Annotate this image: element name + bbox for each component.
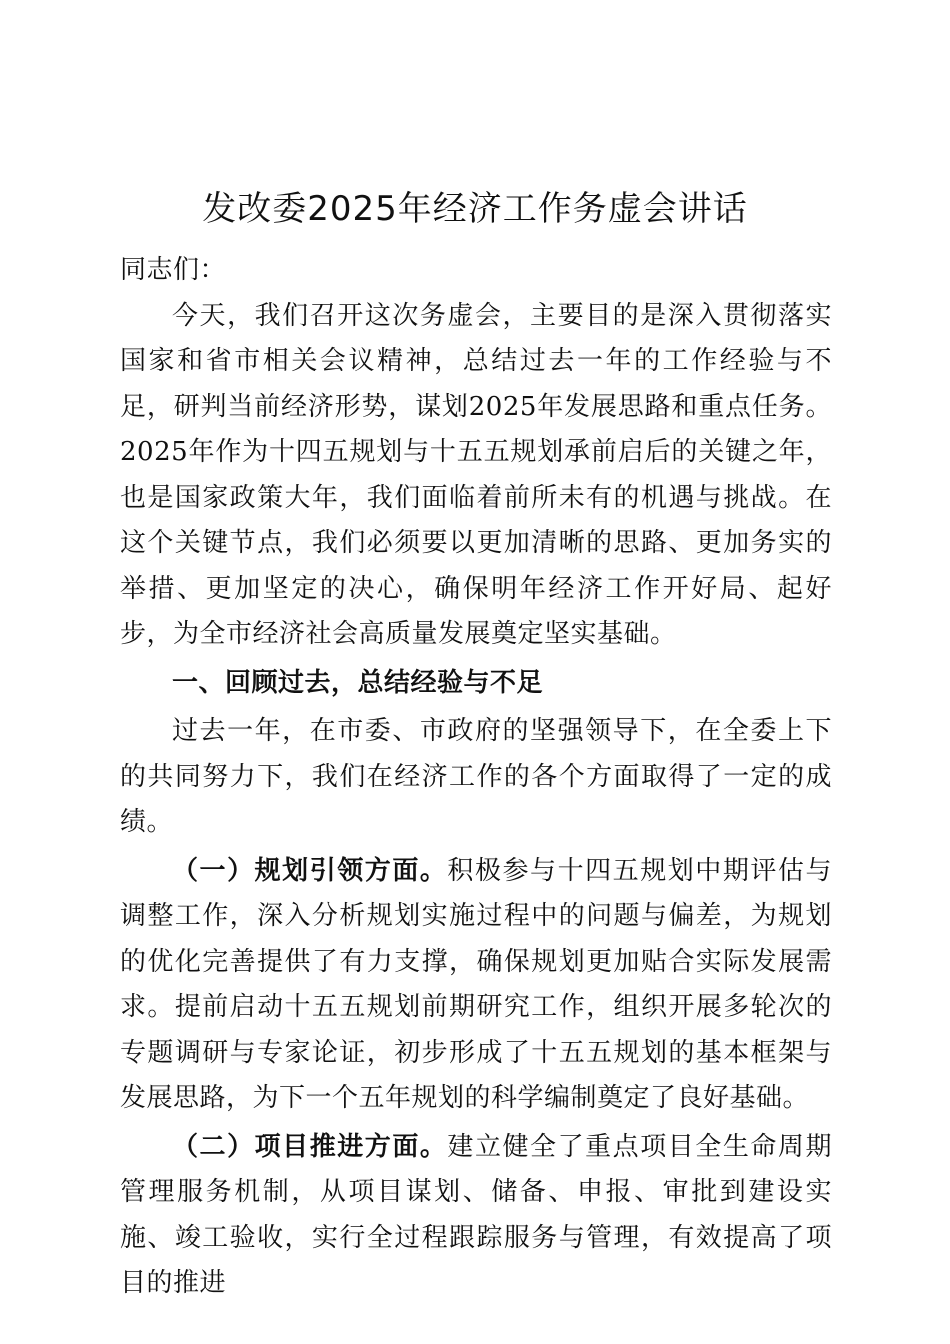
subsection-text: 建立健全了重点项目全生命周期管理服务机制，从项目谋划、储备、申报、审批到建设实施、竣工验收，实行全过程跟踪服务与管理，有效提高了项目的推进 [120, 1131, 832, 1298]
subsection-paragraph-projects [120, 1125, 832, 1307]
salutation: 同志们： [120, 255, 227, 285]
subsection-heading: （二）项目推进方面。 [172, 1131, 448, 1162]
section-heading: 一、回顾过去，总结经验与不足 [172, 667, 544, 698]
document-body [120, 248, 832, 1307]
subsection-text: 积极参与十四五规划中期评估与调整工作，深入分析规划实施过程中的问题与偏差，为规划的优化完善提供了有力支撑，确保规划更加贴合实际发展需求。提前启动十五五规划前期研究工作，组织开展多轮次的专题调研与专家论证，初步形成了十五五规划的基本框架与发展思路，为下一个五年规划的科学编制奠定了良好基础。 [120, 855, 832, 1113]
subsection-heading: （一）规划引领方面。 [172, 855, 448, 886]
section-lead-paragraph: 过去一年，在市委、市政府的坚强领导下，在全委上下的共同努力下，我们在经济工作的各个方面取得了一定的成绩。 [120, 716, 832, 837]
intro-paragraph: 今天，我们召开这次务虚会，主要目的是深入贯彻落实国家和省市相关会议精神，总结过去一年的工作经验与不足，研判当前经济形势，谋划2025年发展思路和重点任务。2025年作为十四五规划与十五五规划承前启后的关键之年，也是国家政策大年，我们面临着前所未有的机遇与挑战。在这个关键节点，我们必须要以更加清晰的思路、更加务实的举措、更加坚定的决心，确保明年经济工作开好局、起好步，为全市经济社会高质量发展奠定坚实基础。 [120, 300, 832, 649]
document-title: 发改委2025年经济工作务虚会讲话 [202, 189, 748, 229]
subsection-paragraph-planning [120, 849, 832, 1122]
